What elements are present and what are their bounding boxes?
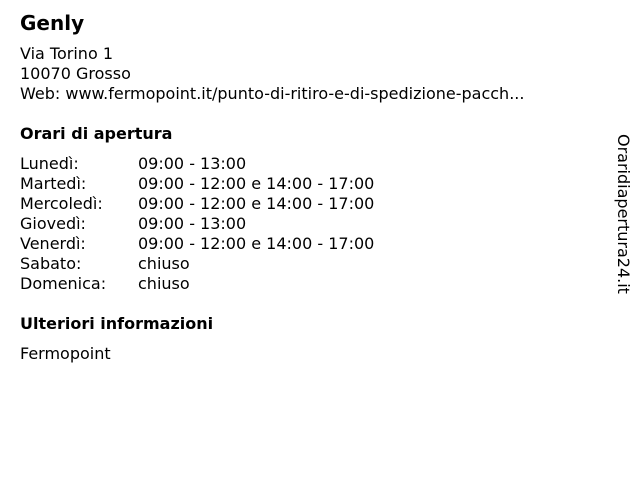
city-line: 10070 Grosso: [20, 64, 131, 83]
business-card: [20, 10, 600, 364]
hours-row-wednesday: [20, 194, 600, 214]
day-label: Venerdì:: [20, 234, 86, 253]
hours-row-sunday: [20, 274, 600, 294]
website-link[interactable]: www.fermopoint.it/punto-di-ritiro-e-di-spedizione-pacch...: [65, 84, 525, 103]
hours-row-monday: [20, 154, 600, 174]
hours-value: 09:00 - 13:00: [138, 214, 247, 233]
hours-value: 09:00 - 12:00 e 14:00 - 17:00: [138, 174, 375, 193]
site-watermark: Oraridiapertura24.it: [614, 134, 633, 294]
hours-value: 09:00 - 13:00: [138, 154, 247, 173]
day-label: Lunedì:: [20, 154, 79, 173]
business-name: Genly: [20, 11, 85, 35]
opening-hours-list: [20, 154, 600, 294]
day-label: Martedì:: [20, 174, 87, 193]
day-label: Sabato:: [20, 254, 82, 273]
more-info-title: Ulteriori informazioni: [20, 314, 214, 333]
website-label: Web:: [20, 84, 61, 103]
hours-value: 09:00 - 12:00 e 14:00 - 17:00: [138, 234, 375, 253]
hours-value: chiuso: [138, 274, 190, 293]
address-line: Via Torino 1: [20, 44, 113, 63]
day-label: Mercoledì:: [20, 194, 103, 213]
opening-hours-title: Orari di apertura: [20, 124, 173, 143]
hours-value: 09:00 - 12:00 e 14:00 - 17:00: [138, 194, 375, 213]
more-info-text: Fermopoint: [20, 344, 111, 363]
day-label: Domenica:: [20, 274, 107, 293]
day-label: Giovedì:: [20, 214, 86, 233]
website-line: [20, 84, 600, 104]
hours-row-tuesday: [20, 174, 600, 194]
hours-row-friday: [20, 234, 600, 254]
hours-value: chiuso: [138, 254, 190, 273]
hours-row-saturday: [20, 254, 600, 274]
hours-row-thursday: [20, 214, 600, 234]
